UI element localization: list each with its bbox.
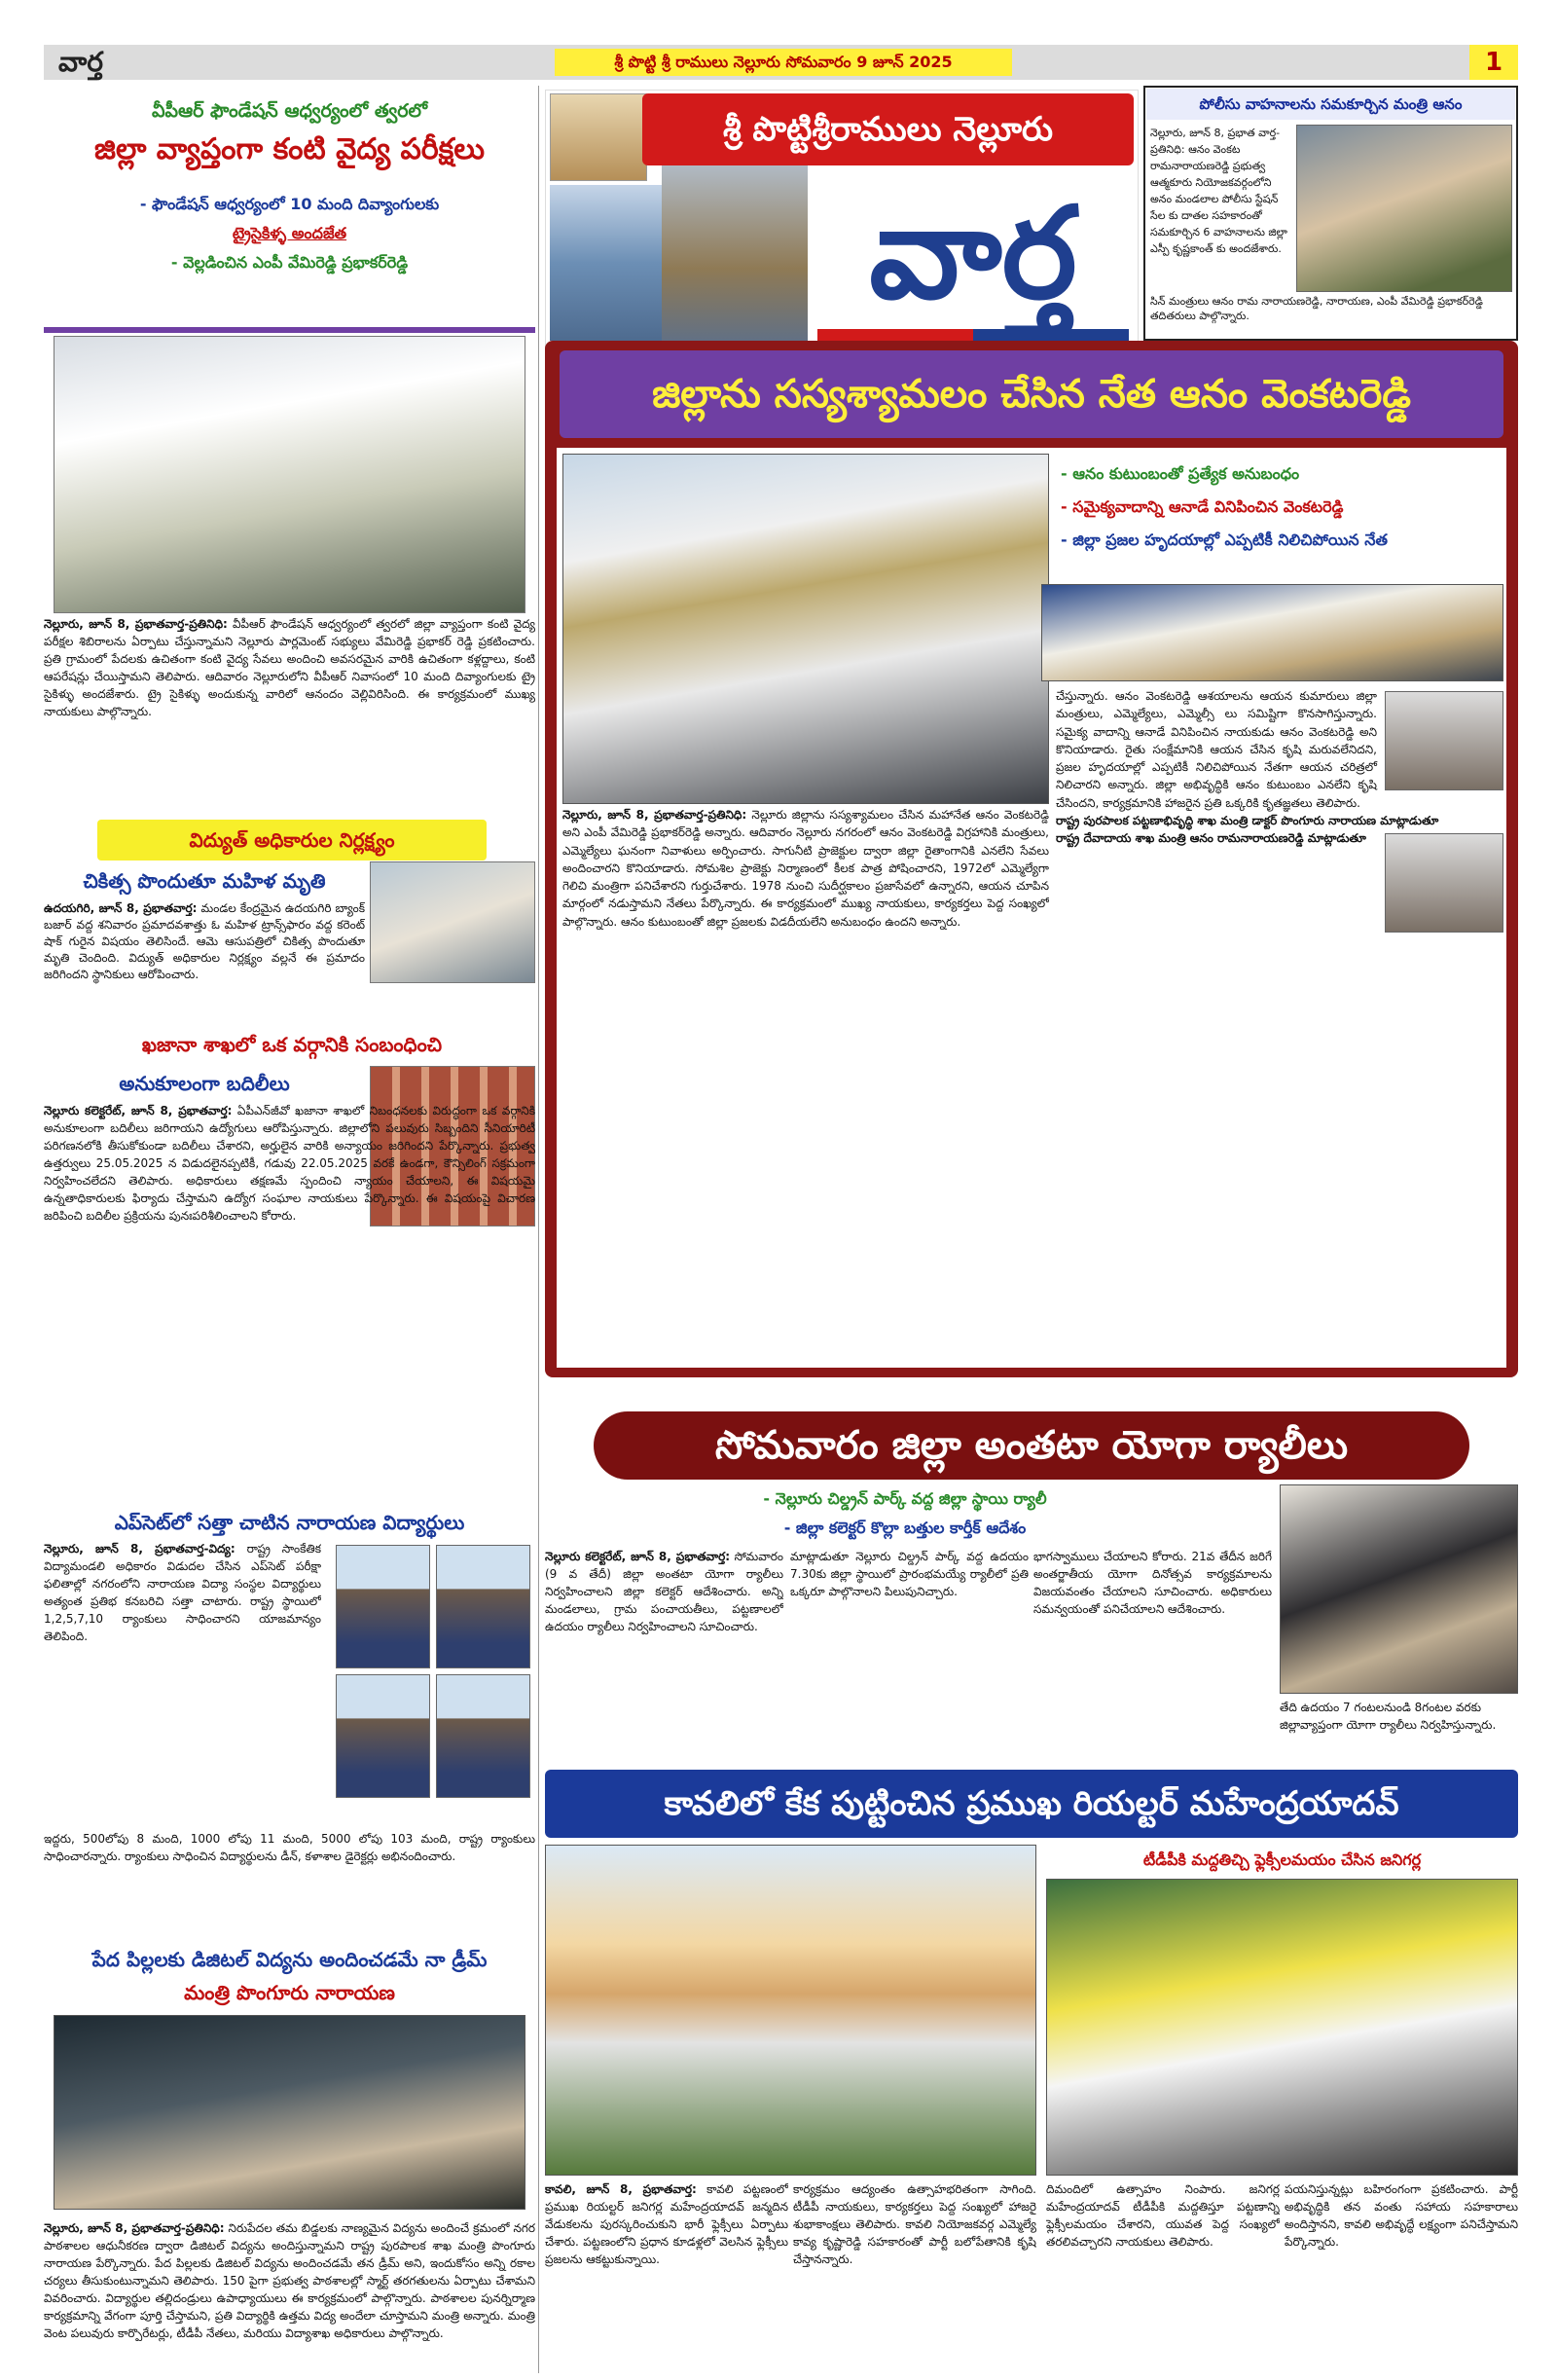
digital-body: నిరుపేదల తమ బిడ్డలకు నాణ్యమైన విద్యను అందించే క్రమంలో నగర పాఠశాలల ఆధునీకరణ ద్వారా డిజిటల్ విద్యను అందిస్తున్నామని రాష్ట్ర పురపాలక శాఖ మంత్రి పొంగూరు నారాయణ పేర్కొన్నారు. పేద పిల్లలకు డిజిటల్ విద్యను అందించడమే తన డ్రీమ్ అని, ఇందుకోసం అన్ని రకాల చర్యలు తీసుకుంటున్నామని తెలిపారు. 150 పైగా ప్రభుత్వ పాఠశాలల్లో స్మార్ట్ తరగతులను ఏర్పాటు చేశామని వివరించారు. విద్యార్థుల తల్లిదండ్రులు ఉపాధ్యాయులు ఈ కార్యక్రమంలో పాల్గొన్నారు. పాఠశాలల పునర్నిర్మాణ కార్యక్రమాన్ని వేగంగా పూర్తి చేస్తామని, ప్రతి విద్యార్థికి ఉత్తమ విద్య అందేలా చూస్తామని మంత్రి అన్నారు. మంత్రి వెంట పలువురు కార్పొరేటర్లు, టీడీపీ నేతలు, మరియు విద్యాశాఖ అధికారులు పాల్గొన్నారు. <box>44 2221 535 2340</box>
minister-inset-photo <box>1385 691 1503 790</box>
founder-portrait <box>550 93 647 181</box>
digital-article <box>44 2219 535 2375</box>
flex-banner-photo <box>545 1845 1036 2176</box>
eye-camp-article <box>44 615 535 815</box>
yoga-sub-1: - నెల్లూరు చిల్డ్రన్ పార్క్ వద్ద జిల్లా స్థాయి ర్యాలీ <box>763 1489 1047 1508</box>
kavali-article <box>545 2180 788 2375</box>
anam-body: నెల్లూరు జిల్లాను సస్యశ్యామలం చేసిన మహానేత ఆనం వెంకటరెడ్డి అని ఎంపీ వేమిరెడ్డి ప్రభాకర్‌రెడ్డి అన్నారు. ఆదివారం నెల్లూరు నగరంలో ఆనం వెంకటరెడ్డి విగ్రహానికి మంత్రులు, ఎమ్మెల్యేలు ఘనంగా నివాళులు అర్పించారు. సాగునీటి ప్రాజెక్టుల ద్వారా జిల్లా రైతాంగానికి ఎనలేని సేవలు అందించారని కొనియాడారు. సోమశిల ప్రాజెక్టు నిర్మాణంలో కీలక పాత్ర పోషించారని, 1972లో ఎమ్మెల్యేగా గెలిచి మంత్రిగా పనిచేశారని గుర్తుచేశారు. 1978 నుంచి సుదీర్ఘకాలం ప్రజాసేవలో ఉన్నారని, ఆయన చూపిన మార్గంలో నడుస్తామని నేతలు పేర్కొన్నారు. ఈ కార్యక్రమంలో ముఖ్య నాయకులు, కార్యకర్తలు పెద్ద సంఖ్యలో పాల్గొన్నారు. ఆనం కుటుంబంతో జిల్లా ప్రజలకు విడదీయలేని అనుబంధం ఉందని అన్నారు. <box>562 808 1049 929</box>
masthead-ribbon: శ్రీ పొట్టిశ్రీరాములు నెల్లూరు <box>642 93 1134 165</box>
electricity-dateline: ఉదయగిరి, జూన్ 8, ప్రభాతవార్త: <box>44 901 198 915</box>
treasury-body: ఏపీఎన్‌జీవో ఖజానా శాఖలో నిబంధనలకు విరుద్ధంగా ఒక వర్గానికి అనుకూలంగా బదిలీలు జరిగాయని ఉద్యోగులు ఆరోపిస్తున్నారు. జిల్లాలోని పలువురు సిబ్బందిని సీనియారిటీ పరిగణనలోకి తీసుకోకుండా బదిలీలు చేశారని, అర్హులైన వారికి అన్యాయం జరిగిందని పేర్కొన్నారు. ప్రభుత్వ ఉత్తర్వులు 25.05.2025 న విడుదలైనప్పటికీ, గడువు 22.05.2025 వరకే ఉండగా, కౌన్సిలింగ్ సక్రమంగా నిర్వహించలేదని తెలిపారు. అధికారులు తక్షణమే స్పందించి న్యాయం చేయాలని, ఈ విషయమై ఉన్నతాధికారులకు ఫిర్యాదు చేస్తామని ఉద్యోగ సంఘాల నాయకులు పేర్కొన్నారు. ఈ విషయంపై విచారణ జరిపించి బదిలీల ప్రక్రియను పునఃపరిశీలించాలని కోరారు. <box>44 1104 535 1223</box>
top-masthead: వార్త <box>58 46 103 78</box>
eye-camp-sub-2: ట్రైసైకిళ్ళ అందజేత <box>232 224 347 242</box>
eapcet-article <box>44 1540 321 1832</box>
masthead-logo: వార్త <box>869 178 1077 327</box>
yoga-article <box>545 1548 783 1762</box>
celebration-photo <box>1046 1879 1518 2176</box>
kavali-dateline: కావలి, జూన్ 8, ప్రభాతవార్త: <box>545 2182 697 2196</box>
eapcet-headline: ఎప్‌సెట్‌లో సత్తా చాటిన నారాయణ విద్యార్థులు <box>114 1511 465 1534</box>
kavali-body-1: కావలి పట్టణంలో ప్రముఖ రియల్టర్ జనిగర్ల మహేంద్రయాదవ్ జన్మదిన వేడుకలను పురస్కరించుకుని భారీ ఫ్లెక్సీలు ఏర్పాటు చేశారు. పట్టణంలోని ప్రధాన కూడళ్లలో వెలసిన ఫ్లెక్సీలు ప్రజలను ఆకట్టుకున్నాయి. <box>545 2182 788 2266</box>
treasury-headline: ఖజానా శాఖలో ఒక వర్గానికి సంబంధించి <box>141 1033 443 1056</box>
treasury-dateline: నెల్లూరు కలెక్టరేట్, జూన్ 8, ప్రభాతవార్త: <box>44 1104 233 1117</box>
electricity-body: మండల కేంద్రమైన ఉదయగిరి బ్యాంక్ బజార్ వద్ద శనివారం ప్రమాదవశాత్తు ఓ మహిళ ట్రాన్స్‌ఫారం వద్ద కరెంట్ షాక్ గురైన విషయం తెలిసిందే. ఆమె ఆసుపత్రిలో చికిత్స పొందుతూ మృతి చెందింది. విద్యుత్ అధికారుల నిర్లక్ష్యం వల్లనే ఈ ప్రమాదం జరిగిందని స్థానికులు ఆరోపించారు. <box>44 901 365 981</box>
anam-quote-label-1: రాష్ట్ర పురపాలక పట్టణాభివృద్ధి శాఖ మంత్రి డాక్టర్ పొంగూరు నారాయణ మాట్లాడుతూ <box>1056 814 1439 828</box>
date-line: శ్రీ పొట్టి శ్రీ రాములు నెల్లూరు సోమవారం 9 జూన్ 2025 <box>555 49 1012 76</box>
bridge-photo <box>550 185 662 341</box>
kavali-body-4: పయనిస్తున్నట్లు బహిరంగంగా ప్రకటించారు. పార్టీ అభివృద్ధికి తన వంతు సహాయ సహకారాలు అందిస్తానని, కావలి అభివృద్ధే లక్ష్యంగా పనిచేస్తామని పేర్కొన్నారు. <box>1285 2182 1518 2249</box>
collector-photo <box>1280 1484 1518 1694</box>
statue-tribute-photo <box>562 454 1049 804</box>
eye-camp-headline: జిల్లా వ్యాప్తంగా కంటి వైద్య పరీక్షలు <box>94 132 485 166</box>
anam-subheads <box>1061 458 1503 557</box>
yoga-dateline: నెల్లూరు కలెక్టరేట్, జూన్ 8, ప్రభాతవార్త: <box>545 1550 731 1563</box>
student-portrait <box>336 1674 430 1798</box>
student-portrait <box>436 1545 530 1668</box>
column-divider <box>538 86 539 2373</box>
anam-sub-3: - జిల్లా ప్రజల హృదయాల్లో ఎప్పటికీ నిలిచిపోయిన నేత <box>1061 531 1388 549</box>
electricity-subheadline: చికిత్స పొందుతూ మహిళ మృతి <box>83 869 326 893</box>
eapcet-body-continued: ఇద్దరు, 500లోపు 8 మంది, 1000 లోపు 11 మంది, 5000 లోపు 103 మంది, రాష్ట్ర ర్యాంకులు సాధించారన్నారు. ర్యాంకులు సాధించిన విద్యార్థులను డీన్, కళాశాల డైరెక్టర్లు అభినందించారు. <box>44 1832 535 1863</box>
eye-camp-body: వీపీఆర్ ఫౌండేషన్ ఆధ్వర్యంలో త్వరలో జిల్లా వ్యాప్తంగా కంటి వైద్య పరీక్షల శిబిరాలను ఏర్పాటు చేస్తున్నామని నెల్లూరు పార్లమెంట్ సభ్యులు వేమిరెడ్డి ప్రభాకర్ రెడ్డి ప్రకటించారు. ప్రతి గ్రామంలో పేదలకు ఉచితంగా కంటి వైద్య సేవలు అందించి అవసరమైన వారికి ఉచితంగా కళ్లద్దాలు, కంటి ఆపరేషన్లు చేయిస్తామని తెలిపారు. ఆదివారం నెల్లూరులోని వీపీఆర్ నివాసంలో 10 మంది దివ్యాంగులకు ట్రై సైకిళ్ళు అందజేశారు. ట్రై సైకిళ్ళు అందుకున్న వారిలో ఆనందం వెల్లివిరిసింది. ఈ కార్యక్రమంలో ముఖ్య నాయకులు పాల్గొన్నారు. <box>44 617 535 718</box>
treasury-subheadline: అనుకూలంగా బదిలీలు <box>119 1072 290 1095</box>
page-number: 1 <box>1469 45 1518 80</box>
tricycle-photo <box>54 336 525 613</box>
police-vehicles-photo <box>1296 125 1512 292</box>
eye-camp-kicker: వీపీఆర్ ఫౌండేషన్ ఆధ్వర్యంలో త్వరలో <box>151 100 428 122</box>
yoga-body-1: సోమవారం (9 వ తేదీ) జిల్లా అంతటా యోగా ర్యాలీలు నిర్వహించాలని జిల్లా కలెక్టర్ ఆదేశించారు. అన్ని మండలాలు, గ్రామ పంచాయతీలు, పట్టణాలలో ఉదయం ర్యాలీలు నిర్వహించాలని సూచించారు. <box>545 1550 783 1633</box>
eye-camp-dateline: నెల్లూరు, జూన్ 8, ప్రభాతవార్త-ప్రతినిధి: <box>44 617 228 631</box>
police-vehicles-body: నెల్లూరు, జూన్ 8, ప్రభాత వార్త-ప్రతినిధి: ఆనం వెంకట రామనారాయణరెడ్డి ప్రభుత్వ ఆత్మకూరు నియోజకవర్గంలోని అనం మండలాల పోలీసు స్టేషన్ సేల కు దాతల సహకారంతో సమకూర్చిన 6 వాహనాలను జిల్లా ఎస్పీ కృష్ణకాంత్ కు అందజేశారు. <box>1150 127 1287 255</box>
yoga-headline: సోమవారం జిల్లా అంతటా యోగా ర్యాలీలు <box>594 1411 1469 1480</box>
eapcet-dateline: నెల్లూరు, జూన్ 8, ప్రభాతవార్త-విద్య: <box>44 1542 235 1556</box>
hospital-photo <box>370 861 535 983</box>
yoga-body-2: మాట్లాడుతూ నెల్లూరు చిల్డ్రన్ పార్క్ వద్ద ఉదయం 7.30కు జిల్లా స్థాయిలో ప్రారంభమయ్యే ర్యాలీలో ప్రతి ఒక్కరూ పాల్గొనాలని పిలుపునిచ్చారు. <box>790 1550 1029 1598</box>
kavali-side-headline: టీడీపీకి మద్దతిచ్చి ఫ్లెక్సీలమయం చేసిన జనిగర్ల <box>1142 1850 1422 1869</box>
digital-dateline: నెల్లూరు, జూన్ 8, ప్రభాతవార్త-ప్రతినిధి: <box>44 2221 225 2235</box>
police-vehicles-headline: పోలీసు వాహనాలను సమకూర్చిన మంత్రి ఆనం <box>1146 89 1515 120</box>
anam-headline: జిల్లాను సస్యశ్యామలం చేసిన నేత ఆనం వెంకటరెడ్డి <box>560 350 1503 438</box>
student-portrait <box>436 1674 530 1798</box>
yoga-caption: తేది ఉదయం 7 గంటలనుండి 8గంటల వరకు జిల్లావ్యాప్తంగా యోగా ర్యాలీలు నిర్వహిస్తున్నారు. <box>1280 1701 1497 1732</box>
minister-inset-photo <box>1385 833 1503 933</box>
kavali-body-3: దిమందిలో ఉత్సాహం నింపారు. జనిగర్ల మహేంద్రయాదవ్ టీడీపీకి మద్దతిస్తూ పట్టణాన్ని ఫ్లెక్సీలమయం చేశారని, యువత పెద్ద సంఖ్యలో తరలివచ్చారని నాయకులు తెలిపారు. <box>1046 2182 1280 2249</box>
minister-school-photo <box>54 2015 525 2210</box>
kavali-headline: కావలిలో కేక పుట్టించిన ప్రముఖ రియల్టర్ మహేంద్రయాదవ్ <box>545 1770 1518 1838</box>
anam-body-continued: చేస్తున్నారు. ఆనం వెంకటరెడ్డి ఆశయాలను ఆయన కుమారులు జిల్లా మంత్రులు, ఎమ్మెల్యేలు, ఎమ్మెల్సీ లు సమిష్టిగా కొనసాగిస్తున్నారు. సమైక్య వాదాన్ని ఆనాడే వినిపించిన నాయకుడు ఆనం వెంకటరెడ్డి అని కొనియాడారు. రైతు సంక్షేమానికి ఆయన చేసిన కృషి మరువలేనిదని, ప్రజల హృదయాల్లో ఎప్పటికీ నిలిచిపోయిన నేతగా ఆయన చరిత్రలో నిలిచారని అన్నారు. జిల్లా అభివృద్ధికి ఆనం కుటుంబం ఎనలేని కృషి చేసిందని, కార్యక్రమానికి హాజరైన ప్రతి ఒక్కరికి కృతజ్ఞతలు తెలిపారు. <box>1056 689 1377 810</box>
anam-quote-label-2: రాష్ట్ర దేవాదాయ శాఖ మంత్రి ఆనం రామనారాయణరెడ్డి మాట్లాడుతూ <box>1056 831 1366 846</box>
eapcet-body: రాష్ట్ర సాంకేతిక విద్యామండలి అధికారం విడుదల చేసిన ఎప్‌సెట్ పరీక్షా ఫలితాల్లో నగరంలోని నారాయణ విద్యా సంస్థల విద్యార్థులు అత్యంత ప్రతిభ కనబరిచి సత్తా చాటారు. రాష్ట్ర స్థాయిలో 1,2,5,7,10 ర్యాంకులు సాధించారని యాజమాన్యం తెలిపింది. <box>44 1542 321 1643</box>
eye-camp-sub-1: - ఫౌండేషన్ ఆధ్వర్యంలో 10 మంది దివ్యాంగులకు <box>139 195 440 213</box>
electricity-headline: విద్యుత్ అధికారుల నిర్లక్ష్యం <box>97 820 487 860</box>
anam-dateline: నెల్లూరు, జూన్ 8, ప్రభాతవార్త-ప్రతినిధి: <box>562 808 747 822</box>
student-portrait <box>336 1545 430 1668</box>
digital-subheadline: మంత్రి పొంగూరు నారాయణ <box>184 1981 395 2004</box>
kavali-body-2: కార్యక్రమం ఆద్యంతం ఉత్సాహభరితంగా సాగింది. టీడీపీ నాయకులు, కార్యకర్తలు పెద్ద సంఖ్యలో హాజరై శుభాకాంక్షలు తెలిపారు. కావలి నియోజకవర్గ ఎమ్మెల్యే కావ్య కృష్ణారెడ్డి సహకారంతో పార్టీ బలోపేతానికి కృషి చేస్తానన్నారు. <box>793 2182 1036 2266</box>
anam-article <box>562 806 1049 1366</box>
anam-event-photo <box>1041 584 1503 681</box>
anam-sub-2: - సమైక్యవాదాన్ని ఆనాడే వినిపించిన వెంకటరెడ్డి <box>1061 497 1344 516</box>
treasury-article <box>44 1102 535 1496</box>
anam-sub-1: - ఆనం కుటుంబంతో ప్రత్యేక అనుబంధం <box>1061 464 1300 483</box>
anam-article-continued <box>1056 687 1503 1364</box>
yoga-sub-2: - జిల్లా కలెక్టర్ కొల్లా బత్తుల కార్తీక్ ఆదేశం <box>783 1519 1027 1537</box>
student-portraits <box>331 1540 535 1798</box>
eye-camp-subheads <box>49 190 530 277</box>
temple-photo <box>662 146 808 350</box>
yoga-body-3: భాగస్వాములు చేయాలని కోరారు. 21వ తేదీన జరిగే అంతర్జాతీయ యోగా దినోత్సవ కార్యక్రమాలను విజయవంతం చేయాలని సూచించారు. అధికారులు సమన్వయంతో పనిచేయాలని ఆదేశించారు. <box>1033 1550 1272 1616</box>
digital-headline: పేద పిల్లలకు డిజిటల్ విద్యను అందించడమే నా డ్రీమ్ <box>91 1948 488 1971</box>
police-vehicles-caption: సిన్ మంత్రులు ఆనం రామ నారాయణరెడ్డి, నారాయణ, ఎంపీ వేమిరెడ్డి ప్రభాకర్‌రెడ్డి తదితరులు పాల్గొన్నారు. <box>1150 295 1483 322</box>
eye-camp-sub-3: - వెల్లడించిన ఎంపీ వేమిరెడ్డి ప్రభాకర్‌రెడ్డి <box>170 253 409 272</box>
